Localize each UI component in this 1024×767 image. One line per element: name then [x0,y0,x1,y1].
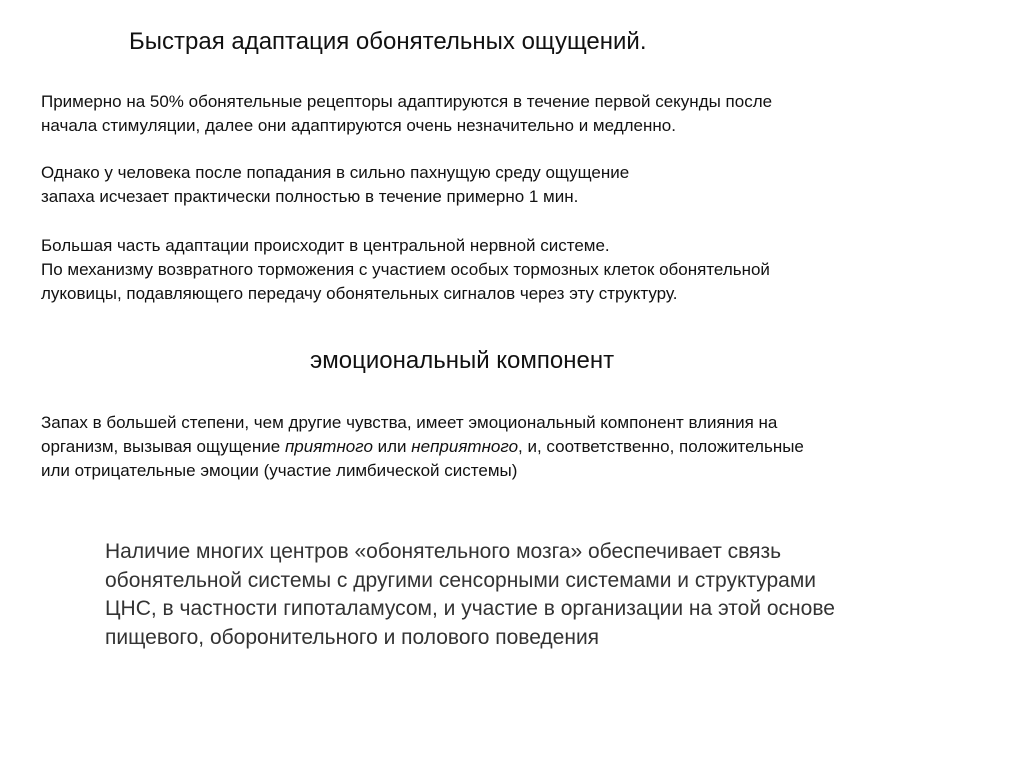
text-line-mixed [41,435,804,459]
text-line: Наличие многих центров «обонятельного мозга» обеспечивает связь [105,540,782,563]
italic-term-unpleasant: неприятного [411,437,519,456]
text-line: Однако у человека после попадания в сильно пахнущую среду ощущение [41,163,630,182]
slide-title: Быстрая адаптация обонятельных ощущений. [129,28,647,55]
italic-term-pleasant: приятного [284,437,373,456]
text-run: организм, вызывая ощущение [41,437,285,456]
adaptation-paragraph-3 [41,234,770,306]
text-line: По механизму возвратного торможения с участием особых тормозных клеток обонятельной [41,260,770,279]
emotion-heading: эмоциональный компонент [310,347,615,374]
text-line: пищевого, оборонительного и полового поведения [105,625,600,649]
text-run: или [372,437,412,456]
adaptation-paragraph-2 [41,161,629,209]
text-line: запаха исчезает практически полностью в течение примерно 1 мин. [41,187,579,206]
text-line: или отрицательные эмоции (участие лимбической системы) [41,461,518,480]
olfactory-brain-note [105,538,835,652]
text-line: Большая часть адаптации происходит в центральной нервной системе. [41,236,610,255]
text-line: луковицы, подавляющего передачу обонятельных сигналов через эту структуру. [41,284,678,303]
adaptation-paragraph-1 [41,90,772,138]
emotion-paragraph [41,411,804,483]
text-line: Запах в большей степени, чем другие чувства, имеет эмоциональный компонент влияния на [41,413,778,432]
text-line: ЦНС, в частности гипоталамусом, и участие в организации на этой основе [105,597,835,620]
text-line: Примерно на 50% обонятельные рецепторы адаптируются в течение первой секунды после [41,92,773,111]
text-line: обонятельной системы с другими сенсорными системами и структурами [105,568,817,592]
text-run: , и, соответственно, положительные [518,437,804,456]
text-line: начала стимуляции, далее они адаптируются очень незначительно и медленно. [41,116,676,135]
